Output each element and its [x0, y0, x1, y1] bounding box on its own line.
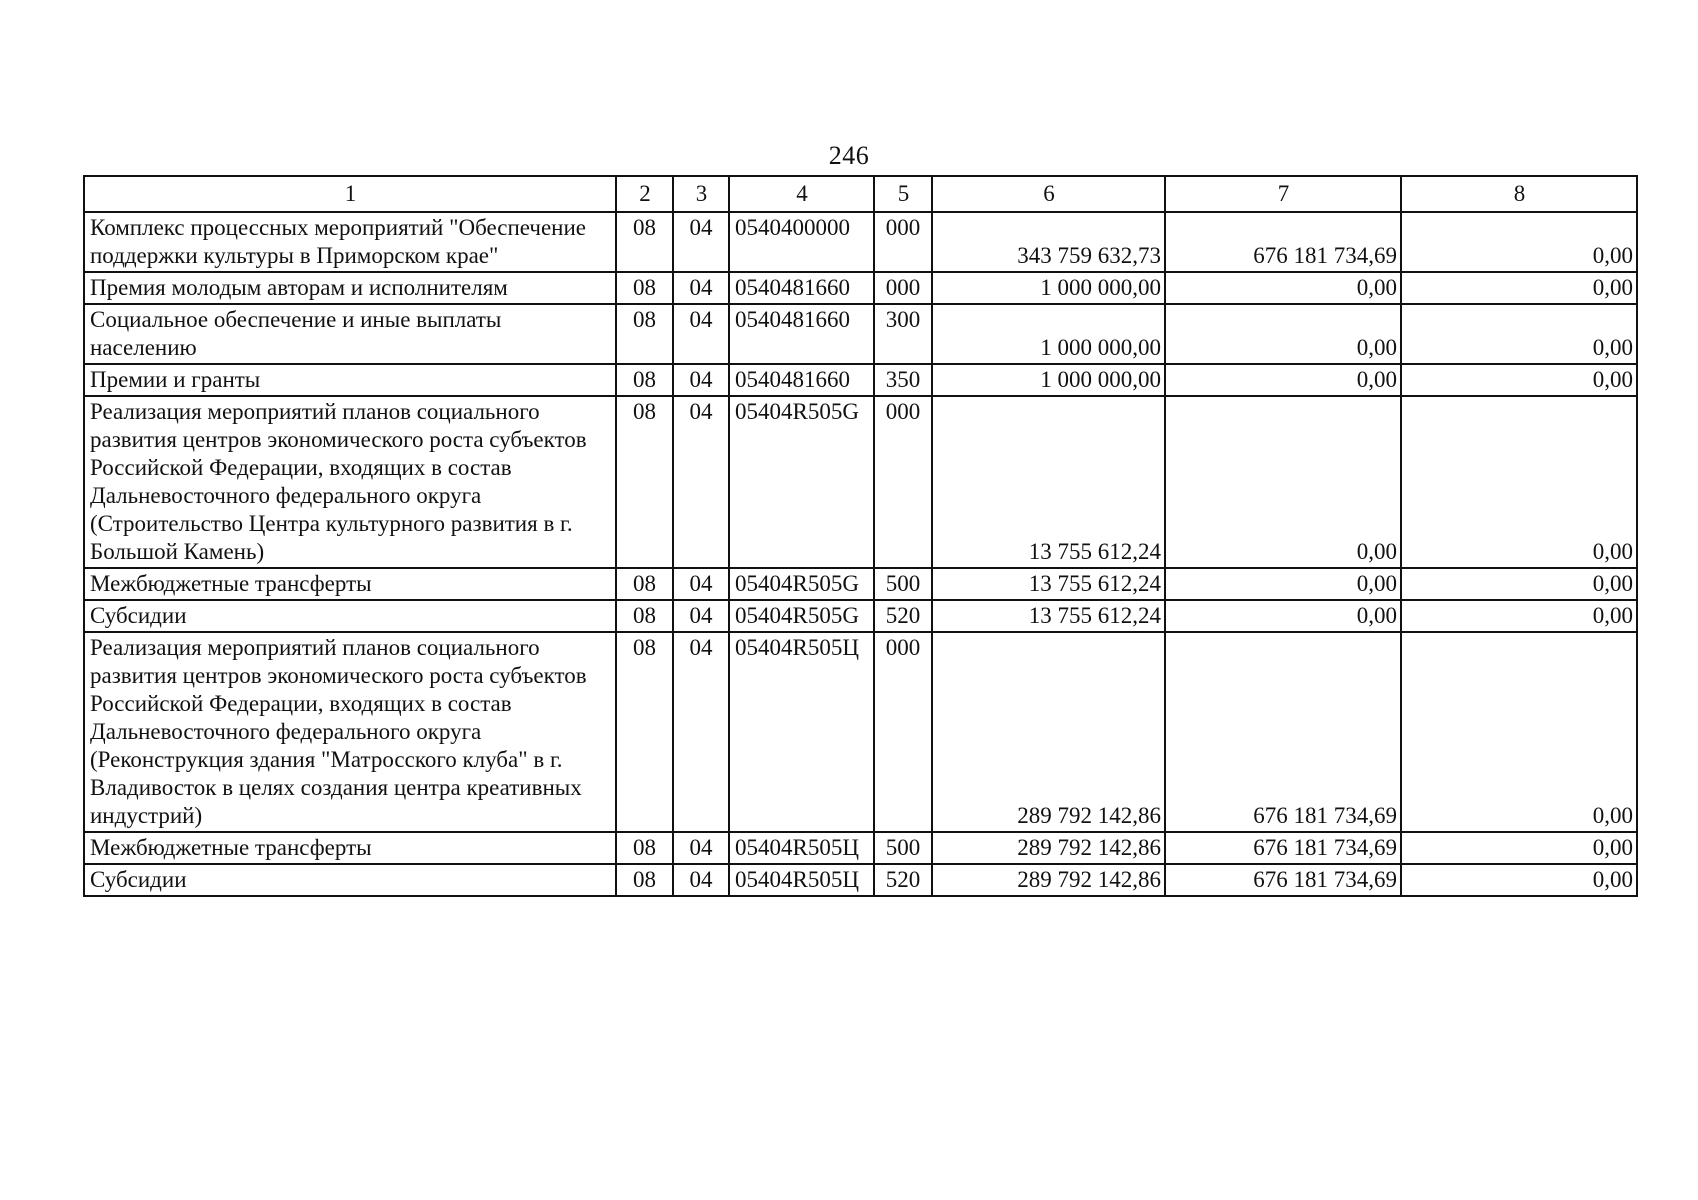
row-name: Реализация мероприятий планов социального развития центров экономического роста субъектов Российской Федерации, входящих в состав Дальневосточного федерального округа (Реконструкция здания "Матросского клуба" в г. Владивосток в целях создания центра креативных индустрий)	[84, 632, 616, 832]
row-subsection: 04	[673, 396, 729, 568]
table-row	[84, 212, 1637, 272]
row-expense-type: 000	[874, 212, 932, 272]
row-amount-col7: 0,00	[1165, 272, 1401, 304]
row-section: 08	[616, 864, 673, 896]
row-amount-col6: 343 759 632,73	[932, 212, 1165, 272]
header-col-6: 6	[932, 176, 1165, 212]
row-section: 08	[616, 272, 673, 304]
header-col-3: 3	[673, 176, 729, 212]
row-section: 08	[616, 364, 673, 396]
table-row	[84, 304, 1637, 364]
row-amount-col6: 289 792 142,86	[932, 632, 1165, 832]
header-col-5: 5	[874, 176, 932, 212]
row-amount-col6: 1 000 000,00	[932, 272, 1165, 304]
row-subsection: 04	[673, 600, 729, 632]
table-row	[84, 832, 1637, 864]
page-number: 246	[828, 141, 870, 170]
row-target-code: 05404R505Ц	[729, 864, 874, 896]
row-amount-col8: 0,00	[1401, 212, 1637, 272]
row-amount-col7: 0,00	[1165, 396, 1401, 568]
row-section: 08	[616, 396, 673, 568]
table-row	[84, 632, 1637, 832]
header-col-7: 7	[1165, 176, 1401, 212]
row-expense-type: 300	[874, 304, 932, 364]
row-amount-col6: 289 792 142,86	[932, 864, 1165, 896]
row-expense-type: 000	[874, 396, 932, 568]
row-name: Субсидии	[84, 600, 616, 632]
row-target-code: 05404R505Ц	[729, 632, 874, 832]
row-expense-type: 500	[874, 568, 932, 600]
row-amount-col6: 13 755 612,24	[932, 600, 1165, 632]
row-name: Межбюджетные трансферты	[84, 832, 616, 864]
row-subsection: 04	[673, 864, 729, 896]
row-amount-col7: 676 181 734,69	[1165, 212, 1401, 272]
table-row	[84, 364, 1637, 396]
row-amount-col6: 13 755 612,24	[932, 396, 1165, 568]
table-row	[84, 272, 1637, 304]
row-name: Реализация мероприятий планов социального развития центров экономического роста субъектов Российской Федерации, входящих в состав Дальневосточного федерального округа (Строительство Центра культурного развития в г. Большой Камень)	[84, 396, 616, 568]
row-amount-col8: 0,00	[1401, 832, 1637, 864]
row-expense-type: 000	[874, 272, 932, 304]
row-expense-type: 350	[874, 364, 932, 396]
row-section: 08	[616, 304, 673, 364]
row-amount-col6: 13 755 612,24	[932, 568, 1165, 600]
table-header	[84, 176, 1637, 212]
row-target-code: 0540481660	[729, 304, 874, 364]
row-name: Субсидии	[84, 864, 616, 896]
table-body	[84, 212, 1637, 896]
row-amount-col7: 676 181 734,69	[1165, 832, 1401, 864]
row-amount-col6: 289 792 142,86	[932, 832, 1165, 864]
table-row	[84, 864, 1637, 896]
row-expense-type: 000	[874, 632, 932, 832]
row-name: Премия молодым авторам и исполнителям	[84, 272, 616, 304]
header-col-1: 1	[84, 176, 616, 212]
row-amount-col7: 0,00	[1165, 304, 1401, 364]
row-target-code: 05404R505G	[729, 600, 874, 632]
row-section: 08	[616, 832, 673, 864]
row-amount-col6: 1 000 000,00	[932, 364, 1165, 396]
row-subsection: 04	[673, 568, 729, 600]
header-col-4: 4	[729, 176, 874, 212]
row-target-code: 05404R505G	[729, 396, 874, 568]
row-amount-col7: 676 181 734,69	[1165, 632, 1401, 832]
header-col-2: 2	[616, 176, 673, 212]
row-subsection: 04	[673, 304, 729, 364]
row-expense-type: 520	[874, 864, 932, 896]
row-subsection: 04	[673, 364, 729, 396]
row-amount-col8: 0,00	[1401, 568, 1637, 600]
row-amount-col8: 0,00	[1401, 600, 1637, 632]
row-section: 08	[616, 568, 673, 600]
row-name: Социальное обеспечение и иные выплаты населению	[84, 304, 616, 364]
row-section: 08	[616, 600, 673, 632]
row-target-code: 0540400000	[729, 212, 874, 272]
row-subsection: 04	[673, 212, 729, 272]
header-col-8: 8	[1401, 176, 1637, 212]
row-target-code: 05404R505G	[729, 568, 874, 600]
row-subsection: 04	[673, 632, 729, 832]
row-amount-col7: 0,00	[1165, 568, 1401, 600]
row-expense-type: 500	[874, 832, 932, 864]
row-subsection: 04	[673, 272, 729, 304]
row-expense-type: 520	[874, 600, 932, 632]
table-row	[84, 600, 1637, 632]
row-amount-col8: 0,00	[1401, 632, 1637, 832]
header-row	[84, 176, 1637, 212]
row-amount-col8: 0,00	[1401, 396, 1637, 568]
row-amount-col8: 0,00	[1401, 364, 1637, 396]
row-amount-col7: 0,00	[1165, 600, 1401, 632]
budget-table	[83, 175, 1638, 897]
row-amount-col8: 0,00	[1401, 304, 1637, 364]
table-row	[84, 396, 1637, 568]
row-amount-col6: 1 000 000,00	[932, 304, 1165, 364]
row-name: Премии и гранты	[84, 364, 616, 396]
row-target-code: 0540481660	[729, 272, 874, 304]
row-amount-col7: 0,00	[1165, 364, 1401, 396]
row-amount-col8: 0,00	[1401, 272, 1637, 304]
row-name: Комплекс процессных мероприятий "Обеспечение поддержки культуры в Приморском крае"	[84, 212, 616, 272]
row-target-code: 0540481660	[729, 364, 874, 396]
row-subsection: 04	[673, 832, 729, 864]
row-amount-col7: 676 181 734,69	[1165, 864, 1401, 896]
row-amount-col8: 0,00	[1401, 864, 1637, 896]
table-row	[84, 568, 1637, 600]
row-section: 08	[616, 632, 673, 832]
row-name: Межбюджетные трансферты	[84, 568, 616, 600]
row-target-code: 05404R505Ц	[729, 832, 874, 864]
row-section: 08	[616, 212, 673, 272]
